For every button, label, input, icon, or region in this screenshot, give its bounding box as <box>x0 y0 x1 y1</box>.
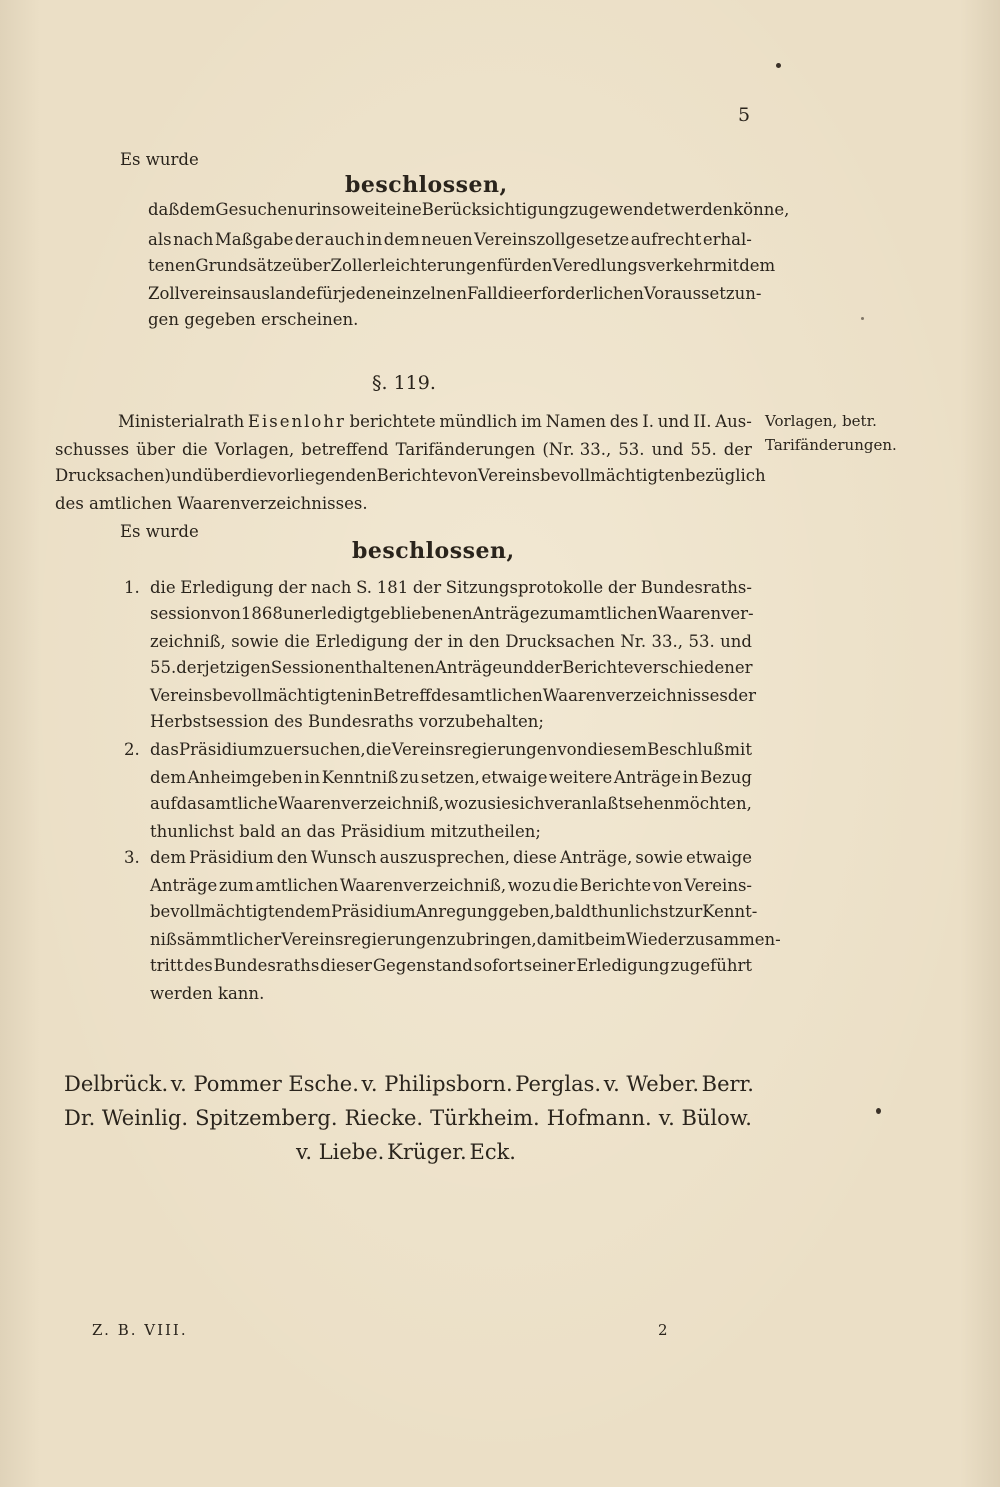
word: I. <box>642 412 654 431</box>
word: Waarenverzeichnisses <box>542 686 728 705</box>
word: Fall <box>466 284 498 303</box>
word: neuen <box>421 230 473 249</box>
word: zur <box>675 902 703 921</box>
word: einzelnen <box>386 284 467 303</box>
list-number: 1. <box>124 578 140 597</box>
text-line <box>150 686 757 705</box>
ink-speck <box>876 1108 881 1114</box>
word: Nr. <box>620 632 647 651</box>
word: Kennt- <box>702 902 758 921</box>
word: betreffend <box>301 440 389 459</box>
word: Waarenverzeichniß, <box>277 794 445 813</box>
word: wozu <box>507 876 552 895</box>
word: 55. <box>690 440 717 459</box>
signature-row <box>64 1072 754 1096</box>
text-line <box>150 658 752 677</box>
word: nur <box>287 200 317 219</box>
word: Aus- <box>715 412 752 431</box>
word: seiner <box>523 956 576 975</box>
word: die <box>182 440 208 459</box>
word: der <box>534 658 563 677</box>
page-number: 5 <box>738 104 751 126</box>
text-line <box>150 740 752 759</box>
word: von <box>211 604 241 623</box>
margin-note-line-1: Vorlagen, betr. <box>765 412 877 430</box>
word: zu <box>446 930 467 949</box>
signatory-name: v. Philipsborn. <box>361 1072 513 1096</box>
word: den <box>468 632 500 651</box>
word: Kenntniß <box>321 768 399 787</box>
text-line: gen gegeben erscheinen. <box>148 310 359 329</box>
text-line: thunlichst bald an das Präsidium mitzutheilen; <box>150 822 541 841</box>
word: von <box>447 466 478 485</box>
text-line <box>148 284 762 303</box>
word: tenen <box>148 256 196 275</box>
text-line <box>150 930 781 949</box>
word: dem <box>383 230 420 249</box>
signatory-name: Hofmann. <box>546 1106 652 1130</box>
word: den <box>276 848 308 867</box>
word: Ministerialrath <box>118 412 245 431</box>
word: Berichte <box>562 658 634 677</box>
word: und <box>502 658 534 677</box>
word: bezüglich <box>685 466 766 485</box>
word: Vereins- <box>684 876 752 895</box>
word: in <box>304 768 321 787</box>
word: tritt <box>150 956 184 975</box>
signatory-name: Krüger. <box>387 1140 467 1164</box>
word: berichtete <box>349 412 436 431</box>
word: Vereinsregierungen <box>391 740 558 759</box>
word: Bundesraths <box>213 956 320 975</box>
word: auszusprechen, <box>379 848 511 867</box>
word: könne, <box>733 200 790 219</box>
word: erforderlichen <box>523 284 644 303</box>
word: und <box>657 412 690 431</box>
word: Maßgabe <box>214 230 294 249</box>
word: baldthunlichst <box>554 902 676 921</box>
signatory-name: Eck. <box>469 1140 516 1164</box>
word: Drucksachen <box>505 632 615 651</box>
word: dem <box>179 200 216 219</box>
text-line <box>150 632 752 651</box>
word: gebliebenen <box>369 604 473 623</box>
word: 181 <box>376 578 409 597</box>
text-line: des amtlichen Waarenverzeichnisses. <box>55 494 368 513</box>
word: der <box>413 632 443 651</box>
word: 53. <box>618 440 645 459</box>
word: daß <box>148 200 180 219</box>
word: II. <box>693 412 712 431</box>
word: Anregung <box>415 902 499 921</box>
signatory-name: Dr. Weinlig. <box>64 1106 189 1130</box>
resolved-heading: beschlossen, <box>345 172 508 198</box>
text-line: Herbstsession des Bundesraths vorzubehalten; <box>150 712 544 731</box>
word: 1868 <box>240 604 283 623</box>
word: nach <box>173 230 214 249</box>
word: Erledigung <box>576 956 670 975</box>
word: ersuchen, <box>283 740 366 759</box>
word: Gegenstand <box>372 956 473 975</box>
word: zugeführt <box>670 956 752 975</box>
word: werden <box>670 200 734 219</box>
word: auch <box>324 230 365 249</box>
word: in <box>682 768 699 787</box>
text-line <box>150 876 752 895</box>
word: Anträge, <box>559 848 633 867</box>
word: Anträge <box>472 604 540 623</box>
list-number: 2. <box>124 740 140 759</box>
word: zeichniß, <box>150 632 226 651</box>
word: jeden <box>340 284 387 303</box>
word: zugewendet <box>569 200 671 219</box>
word: mit <box>724 740 752 759</box>
word: von <box>557 740 588 759</box>
text-line <box>55 466 766 485</box>
word: zu <box>399 768 420 787</box>
word: 33., <box>651 632 684 651</box>
word: damit <box>536 930 585 949</box>
signatory-name: v. Liebe. <box>296 1140 385 1164</box>
word: Berichte <box>376 466 448 485</box>
word: Tarifänderungen <box>395 440 536 459</box>
word: etwaige <box>686 848 752 867</box>
text-line: Es wurde <box>120 522 199 541</box>
text-line <box>148 256 776 275</box>
text-line <box>148 230 752 249</box>
word: dem <box>294 902 331 921</box>
word: für <box>316 284 341 303</box>
word: amtlichen <box>574 604 658 623</box>
word: Sitzungsprotokolle <box>445 578 604 597</box>
word: sämmtlicher <box>176 930 282 949</box>
word: Eisenlohr <box>247 412 346 431</box>
word: für <box>496 256 522 275</box>
word: Voraussetzun- <box>643 284 762 303</box>
word: Anträge <box>613 768 682 787</box>
section-title: §. 119. <box>372 372 436 394</box>
word: S. <box>356 578 373 597</box>
word: vorliegenden <box>267 466 377 485</box>
text-line <box>150 578 752 597</box>
word: Erledigung <box>180 578 274 597</box>
text-line <box>148 200 790 219</box>
word: jetzigen <box>204 658 271 677</box>
signatory-name: Türkheim. <box>430 1106 540 1130</box>
word: dieser <box>320 956 372 975</box>
resolved-heading-2: beschlossen, <box>352 538 515 564</box>
word: Anträge <box>434 658 503 677</box>
word: als <box>148 230 172 249</box>
word: mündlich <box>439 412 518 431</box>
word: zu <box>263 740 284 759</box>
word: dem <box>150 768 186 787</box>
word: die <box>241 466 268 485</box>
signatory-name: v. Weber. <box>603 1072 700 1096</box>
word: diesem <box>587 740 647 759</box>
word: Berichte <box>579 876 652 895</box>
word: Drucksachen) <box>55 466 171 485</box>
word: des <box>430 686 460 705</box>
text-line <box>150 902 758 921</box>
word: unerledigt <box>282 604 370 623</box>
signatory-name: v. Pommer Esche. <box>170 1072 359 1096</box>
word: das <box>176 794 206 813</box>
word: die <box>365 740 392 759</box>
margin-note-line-2: Tarifänderungen. <box>765 436 897 454</box>
word: erhal- <box>702 230 752 249</box>
text-line <box>118 412 752 431</box>
signature-row <box>64 1106 752 1130</box>
word: Präsidium <box>189 848 274 867</box>
word: des <box>183 956 213 975</box>
word: sie <box>487 794 511 813</box>
word: der <box>294 230 324 249</box>
signatory-name: v. Bülow. <box>658 1106 752 1130</box>
word: Präsidium <box>179 740 264 759</box>
signatory-name: Spitzemberg. <box>195 1106 338 1130</box>
word: veranlaßt <box>544 794 625 813</box>
word: 55. <box>150 658 177 677</box>
word: Bezug <box>700 768 752 787</box>
word: Wunsch <box>310 848 377 867</box>
word: im <box>521 412 542 431</box>
signatory-name: Delbrück. <box>64 1072 169 1096</box>
word: das <box>150 740 179 759</box>
word: und <box>651 440 684 459</box>
word: dem <box>150 848 186 867</box>
word: verschiedener <box>633 658 753 677</box>
word: in <box>447 632 464 651</box>
word: Grundsätze <box>195 256 292 275</box>
word: bringen, <box>466 930 537 949</box>
word: der <box>412 578 442 597</box>
signature-row <box>296 1140 516 1164</box>
word: Veredlungsverkehr <box>552 256 712 275</box>
word: Präsidium <box>330 902 416 921</box>
word: Erledigung <box>315 632 409 651</box>
word: Beschluß <box>647 740 725 759</box>
word: Vereinsbevollmächtigten <box>477 466 686 485</box>
word: Waarenverzeichniß, <box>339 876 507 895</box>
signatory-name: Perglas. <box>515 1072 602 1096</box>
text-line: werden kann. <box>150 984 265 1003</box>
word: Wiederzusammen- <box>625 930 781 949</box>
word: sowie <box>635 848 683 867</box>
word: amtlichen <box>255 876 339 895</box>
word: der <box>176 658 205 677</box>
word: amtliche <box>205 794 278 813</box>
word: möchten, <box>674 794 752 813</box>
signatory-name: Riecke. <box>344 1106 424 1130</box>
word: Waarenver- <box>657 604 754 623</box>
text-line <box>150 848 752 867</box>
word: insoweit <box>316 200 387 219</box>
word: auf <box>150 794 177 813</box>
word: die <box>150 578 176 597</box>
word: bevollmächtigten <box>150 902 295 921</box>
word: geben, <box>498 902 555 921</box>
word: Vereinsbevollmächtigten <box>150 686 358 705</box>
word: session <box>150 604 212 623</box>
word: die <box>552 876 579 895</box>
word: aufrecht <box>630 230 702 249</box>
word: sehen <box>624 794 675 813</box>
word: der <box>278 578 307 597</box>
word: diese <box>513 848 557 867</box>
word: der <box>727 686 757 705</box>
word: Betreff <box>373 686 431 705</box>
word: niß <box>150 930 177 949</box>
signatory-name: Berr. <box>701 1072 754 1096</box>
word: den <box>521 256 553 275</box>
word: Zollvereinsauslande <box>148 284 317 303</box>
word: Gesuche <box>215 200 288 219</box>
word: des <box>609 412 639 431</box>
signature-mark: Z. B. VIII. <box>92 1321 188 1339</box>
word: von <box>652 876 683 895</box>
word: zum <box>218 876 254 895</box>
word: die <box>497 284 524 303</box>
word: in <box>357 686 374 705</box>
word: weitere <box>549 768 613 787</box>
sheet-number: 2 <box>658 1321 668 1339</box>
word: amtlichen <box>459 686 543 705</box>
word: Berücksichtigung <box>421 200 570 219</box>
word: der <box>607 578 637 597</box>
word: zum <box>539 604 575 623</box>
word: nach <box>311 578 352 597</box>
word: über <box>136 440 176 459</box>
text-line <box>55 440 752 459</box>
word: Session <box>270 658 335 677</box>
word: Vereinszollgesetze <box>474 230 630 249</box>
word: enthaltenen <box>334 658 435 677</box>
word: mit <box>711 256 740 275</box>
word: Namen <box>545 412 606 431</box>
word: wozu <box>444 794 488 813</box>
word: beim <box>584 930 626 949</box>
word: Anheimgeben <box>187 768 303 787</box>
word: die <box>284 632 310 651</box>
ink-speck <box>861 317 864 320</box>
word: (Nr. 33., <box>542 440 612 459</box>
text-line <box>150 604 752 623</box>
word: sowie <box>231 632 279 651</box>
word: sich <box>511 794 545 813</box>
word: eine <box>386 200 422 219</box>
word: Zollerleichterungen <box>330 256 497 275</box>
text-line <box>150 794 752 813</box>
list-number: 3. <box>124 848 140 867</box>
word: setzen, <box>420 768 480 787</box>
ink-speck <box>776 63 781 68</box>
word: und <box>170 466 203 485</box>
word: Vereinsregierungen <box>281 930 447 949</box>
word: Anträge <box>150 876 218 895</box>
word: in <box>366 230 383 249</box>
word: über <box>291 256 331 275</box>
text-line <box>150 956 752 975</box>
text-line <box>150 768 752 787</box>
word: und <box>720 632 752 651</box>
word: schusses <box>55 440 130 459</box>
word: Bundesraths- <box>640 578 752 597</box>
word: dem <box>739 256 776 275</box>
word: der <box>723 440 752 459</box>
word: Vorlagen, <box>214 440 295 459</box>
word: 53. <box>688 632 715 651</box>
word: sofort <box>473 956 523 975</box>
word: etwaige <box>481 768 548 787</box>
intro-text: Es wurde <box>120 150 199 169</box>
word: über <box>202 466 242 485</box>
